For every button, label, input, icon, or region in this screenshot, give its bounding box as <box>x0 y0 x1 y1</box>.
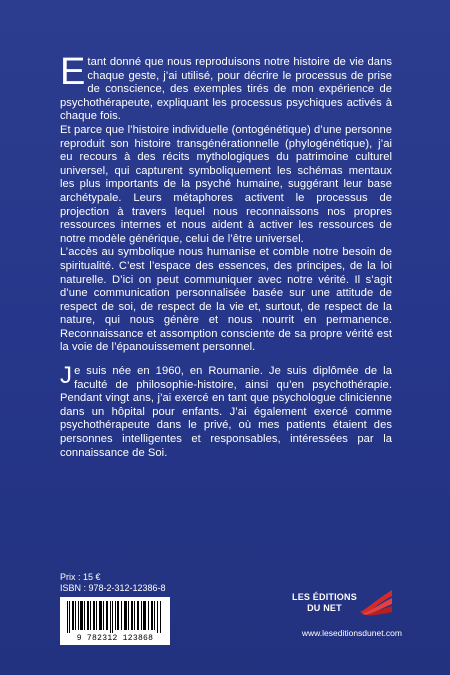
publisher-name-line-2: DU NET <box>307 603 342 613</box>
summary-paragraph-2: Et parce que l’histoire individuelle (ontogénétique) d’une personne reproduit son histoire transgénérationnelle (phylogénétique), j’ai eu recours à des récits mythologiques du patrimoine culturel universel, qui capturent symboliquement les schémas mentaux les plus importants de la psyché humaine, suggérant leur base archétypale. Leurs métaphores activent le processus de projection à travers lequel nous reconnaissons nos propres ressources internes et nous aident à activer les ressources de notre modèle générique, celui de l’être universel. <box>60 123 392 245</box>
summary-paragraph-3: L’accès au symbolique nous humanise et comble notre besoin de spiritualité. C’est l’espace des essences, des principes, de la loi naturelle. D’ici on peut communiquer avec notre vérité. Il s’agit d’une communication personnalisée basée sur une attitude de respect de soi, de respect de la vie et, surtout, de respect de la nature, qui nous génère et nous nourrit en permanence. Reconnaissance et assomption consciente de sa propre vérité est la voie de l’épanouissement personnel. <box>60 246 392 354</box>
isbn-label: ISBN : 978-2-312-12386-8 <box>60 583 166 593</box>
summary-text <box>60 51 392 355</box>
publisher-website: www.leseditionsdunet.com <box>301 628 402 638</box>
barcode-number: 9 782312 123868 <box>76 634 154 643</box>
publisher-name <box>292 592 357 614</box>
dropcap-letter: E <box>60 51 86 93</box>
price-isbn-block <box>60 572 166 594</box>
red-wave-logo-icon <box>358 588 394 616</box>
barcode-bars-icon <box>66 601 164 633</box>
summary-paragraph-1 <box>60 51 392 124</box>
barcode <box>60 597 170 645</box>
price-label: Prix : 15 € <box>60 572 101 582</box>
dropcap-letter: J <box>60 362 73 389</box>
publisher-block <box>270 588 402 644</box>
author-bio-paragraph <box>60 362 392 460</box>
paragraph-text: tant donné que nous reproduisons notre histoire de vie dans chaque geste, j’ai utilisé, pour décrire le processus de prise de conscience, des exemples tirés de mon expérience de psychothérapeute, expliquant les processus psychiques activés à chaque fois. <box>60 56 392 123</box>
publisher-name-line-1: LES ÉDITIONS <box>292 592 357 602</box>
author-bio <box>60 362 392 460</box>
paragraph-text: e suis née en 1960, en Roumanie. Je suis diplômée de la faculté de philosophie-histoire, ainsi qu’en psychothérapie. Pendant vingt ans, j’ai exercé en tant que psychologue clinicienne dans un hôpital pour enfants. J’ai également exercé comme psychothérapeute dans le privé, où mes patients étaient des personnes intelligentes et responsables, intéressées par la connaissance de Soi. <box>60 365 392 459</box>
